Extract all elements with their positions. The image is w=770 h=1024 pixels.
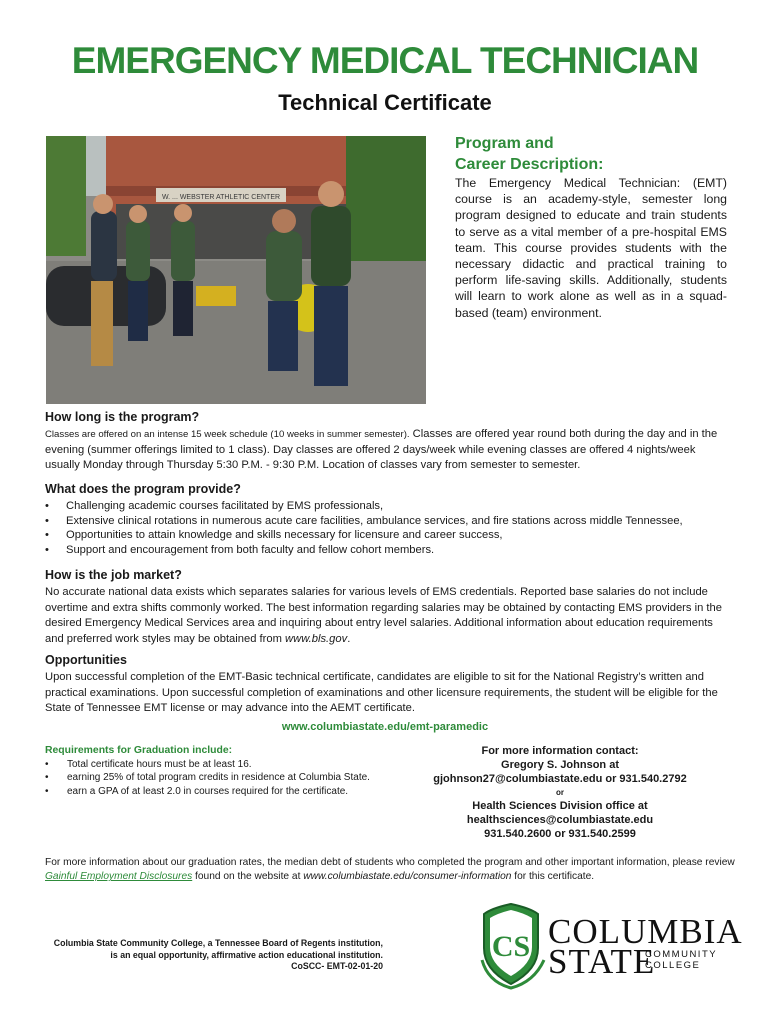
program-description: The Emergency Medical Technician: (EMT) course is an academy-style, semester long program designed to educate and train students to serve as a vital member of a pre-hospital EMS team. This course provides students with the necessary didactic and practical training to perform life-saving skills. Additionally, students will learn to work alone as well as in a squad-based (team) environment. — [455, 176, 727, 320]
program-website-link[interactable]: www.columbiastate.edu/emt-paramedic — [281, 721, 489, 733]
list-item: • Challenging academic courses facilitated by EMS professionals, — [45, 499, 730, 514]
shield-icon — [478, 900, 548, 990]
list-item: • Opportunities to attain knowledge and skills necessary for licensure and career success, — [45, 528, 730, 543]
contact-heading: For more information contact: — [481, 745, 639, 757]
provide-heading: What does the program provide? — [45, 482, 241, 496]
opportunities-heading: Opportunities — [45, 653, 127, 667]
building-sign: W. ... WEBSTER ATHLETIC CENTER — [161, 194, 281, 201]
requirements-list — [45, 758, 375, 798]
job-market-heading: How is the job market? — [45, 568, 182, 582]
provide-section — [45, 482, 730, 557]
svg-text:CS: CS — [491, 930, 531, 963]
contact-or: or — [556, 787, 564, 797]
gainful-employment-link[interactable]: Gainful Employment Disclosures — [45, 871, 193, 883]
list-item: • Extensive clinical rotations in numerous acute care facilities, ambulance services, and fire stations across middle Tennessee, — [45, 514, 730, 529]
contact-section — [400, 744, 720, 841]
requirements-heading: Requirements for Graduation include: — [45, 745, 233, 756]
contact-name: Gregory S. Johnson at — [501, 759, 619, 772]
job-market-text: No accurate national data exists which separates salaries for various levels of EMS credentials. Reported base salaries do not include overtime and extra shifts commonly worked. The best information regarding salaries may be obtained by contacting EMS providers in the desired Emergency Medical Services area and inquiring about entry level salaries. Additional information about education requirements and preferred work styles may be obtained from www.bls.gov. — [45, 586, 722, 645]
page-subtitle: Technical Certificate — [278, 90, 492, 115]
document-code: CoSCC- EMT-02-01-20 — [291, 961, 383, 972]
list-item: • earning 25% of total program credits in residence at Columbia State. — [45, 771, 375, 784]
provide-list — [45, 499, 730, 557]
logo-name-state: STATE — [548, 942, 656, 981]
contact-email-phone[interactable]: gjohnson27@columbiastate.edu or 931.540.2792 — [433, 773, 687, 786]
logo-subtitle: COMMUNITY COLLEGE — [645, 949, 718, 971]
institution-statement: Columbia State Community College, a Tennessee Board of Regents institution, is an equal opportunity, affirmative action educational institution. CoSCC- EMT-02-01-20 — [40, 938, 383, 973]
how-long-text: Classes are offered on an intense 15 week schedule (10 weeks in summer semester). Classes are offered year round both during the day and in the evening (summer offerings limited to 1 class). Day classes are offered 2 days/week while evening classes are offered 4 nights/week usually Monday through Thursday 5:30 P.M. - 9:30 P.M. Location of classes vary from semester to semester. — [45, 428, 718, 472]
list-item: • Total certificate hours must be at least 16. — [45, 758, 375, 771]
how-long-section — [45, 410, 730, 474]
columbia-state-logo — [478, 900, 743, 990]
how-long-heading: How long is the program? — [45, 410, 200, 424]
program-heading: Program and Career Description: — [455, 135, 604, 173]
bls-link[interactable]: www.bls.gov — [285, 632, 348, 645]
office-phone[interactable]: 931.540.2600 or 931.540.2599 — [484, 828, 636, 841]
students-training-photo — [46, 136, 426, 404]
requirements-section — [45, 745, 375, 798]
office-email[interactable]: healthsciences@columbiastate.edu — [466, 813, 654, 826]
list-item: • Support and encouragement from both faculty and fellow cohort members. — [45, 543, 730, 558]
gainful-employment-note: For more information about our graduation rates, the median debt of students who completed the program and other important information, please review Gainful Employment Disclosures found on the website at www.columbiastate.edu/consumer-information for this certificate. — [45, 857, 735, 883]
opportunities-text: Upon successful completion of the EMT-Basic technical certificate, candidates are eligible to sit for the National Registry’s written and practical examinations. Upon successful completion of examinations and other licensure requirements, the student will be eligible for the State of Tennessee EMT license or may advance into the AEMT certificate. — [45, 671, 718, 715]
office-heading: Health Sciences Division office at — [472, 799, 648, 812]
opportunities-section — [45, 653, 730, 717]
job-market-section — [45, 568, 730, 647]
page-title: EMERGENCY MEDICAL TECHNICIAN — [71, 40, 699, 81]
list-item: • earn a GPA of at least 2.0 in courses required for the certificate. — [45, 785, 375, 798]
logo-name-columbia: COLUMBIA — [548, 912, 743, 951]
consumer-info-link[interactable]: www.columbiastate.edu/consumer-information — [303, 871, 512, 883]
